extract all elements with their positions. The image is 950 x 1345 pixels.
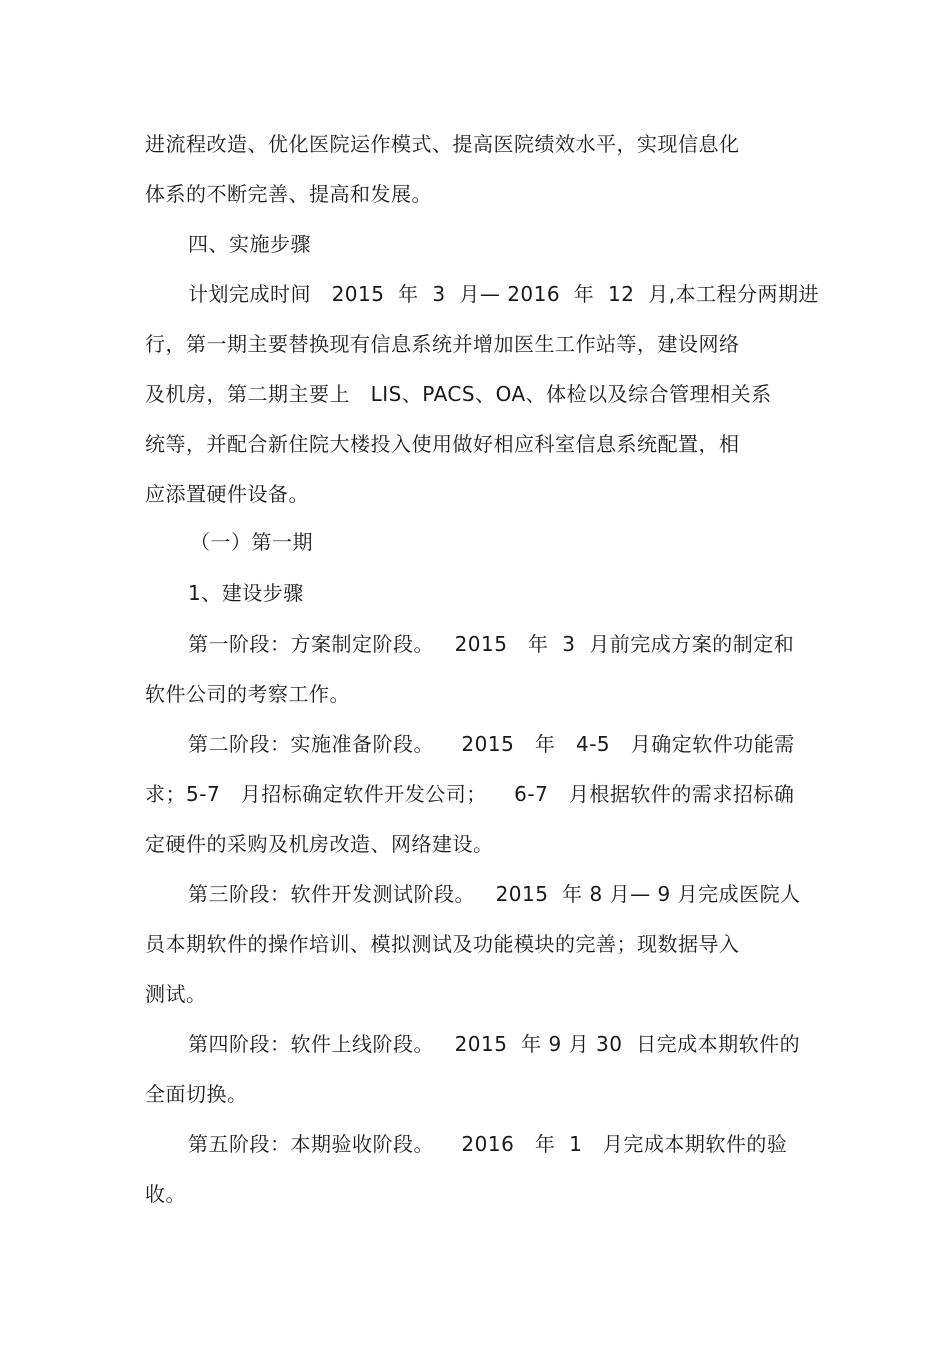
body-text-line: 定硬件的采购及机房改造、网络建设。	[145, 832, 494, 856]
item-heading: 1、建设步骤	[188, 581, 304, 605]
section-heading: 四、实施步骤	[188, 232, 311, 256]
body-text-line: 行，第一期主要替换现有信息系统并增加医生工作站等，建设网络	[145, 332, 740, 356]
body-text-line: 第二阶段：实施准备阶段。 2015 年 4-5 月确定软件功能需	[188, 732, 795, 756]
body-text-line: 软件公司的考察工作。	[145, 682, 350, 706]
body-text-line: 收。	[145, 1182, 186, 1206]
body-text-line: 全面切换。	[145, 1082, 248, 1106]
body-text-line: 统等，并配合新住院大楼投入使用做好相应科室信息系统配置，相	[145, 432, 740, 456]
body-text-line: 体系的不断完善、提高和发展。	[145, 182, 432, 206]
body-text-line: 应添置硬件设备。	[145, 482, 309, 506]
body-text-line: 测试。	[145, 982, 207, 1006]
body-text-line: 及机房，第二期主要上 LIS、PACS、OA、体检以及综合管理相关系	[145, 382, 772, 406]
body-text-line: 员本期软件的操作培训、模拟测试及功能模块的完善；现数据导入	[145, 932, 740, 956]
body-text-line: 计划完成时间 2015 年 3 月— 2016 年 12 月,本工程分两期进	[188, 282, 820, 306]
body-text-line: 求；5-7 月招标确定软件开发公司； 6-7 月根据软件的需求招标确	[145, 782, 795, 806]
body-text-line: 第四阶段：软件上线阶段。 2015 年 9 月 30 日完成本期软件的	[188, 1032, 801, 1056]
subsection-heading: （一）第一期	[190, 530, 313, 554]
body-text-line: 第一阶段：方案制定阶段。 2015 年 3 月前完成方案的制定和	[188, 632, 795, 656]
body-text-line: 第三阶段：软件开发测试阶段。 2015 年 8 月— 9 月完成医院人	[188, 882, 801, 906]
body-text-line: 第五阶段：本期验收阶段。 2016 年 1 月完成本期软件的验	[188, 1132, 788, 1156]
body-text-line: 进流程改造、优化医院运作模式、提高医院绩效水平，实现信息化	[145, 132, 740, 156]
